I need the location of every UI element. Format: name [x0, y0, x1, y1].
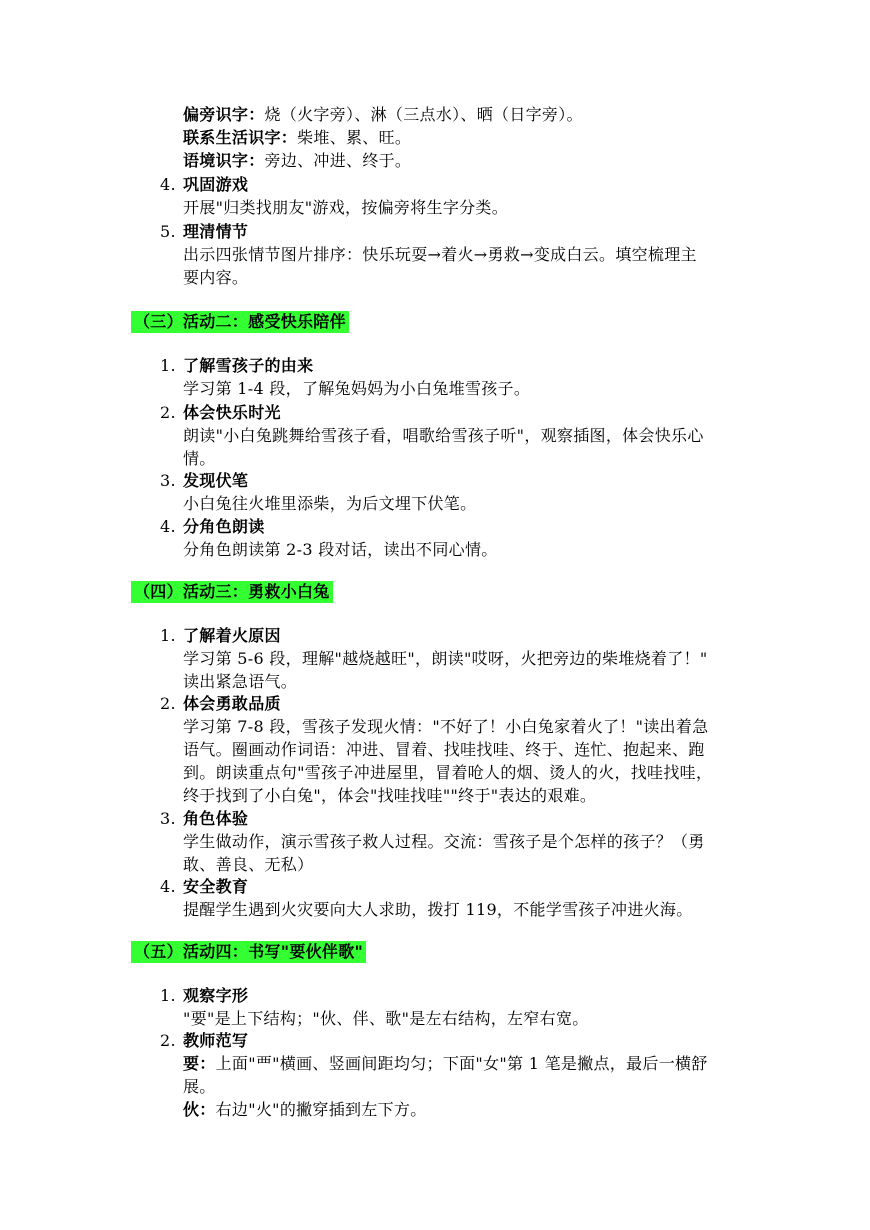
list-item-title: 了解着火原因 — [183, 626, 281, 645]
list-item-text: 开展"归类找朋友"游戏，按偏旁将生字分类。 — [183, 198, 509, 217]
list-item-text: 情。 — [183, 449, 216, 468]
list-number: 2. — [160, 694, 176, 713]
list-item-title: 了解雪孩子的由来 — [183, 356, 314, 375]
list-number: 2. — [160, 403, 176, 422]
life-literacy: 联系生活识字：柴堆、累、旺。 — [183, 128, 412, 147]
section-heading: （五）活动四：书写"要伙伴歌" — [131, 941, 366, 963]
huo-writing-note: 伙：右边"火"的撇穿插到左下方。 — [183, 1100, 427, 1119]
list-number: 1. — [160, 626, 176, 645]
list-item-text: 读出紧急语气。 — [183, 672, 298, 691]
list-item-text: 朗读"小白兔跳舞给雪孩子看，唱歌给雪孩子听"，观察插图，体会快乐心 — [183, 426, 704, 445]
partial-radical-literacy: 偏旁识字：烧（火字旁）、淋（三点水）、晒（日字旁）。 — [183, 105, 583, 124]
list-item-title: 巩固游戏 — [183, 175, 249, 194]
list-item-text: 学习第 1-4 段，了解兔妈妈为小白兔堆雪孩子。 — [183, 379, 531, 398]
list-item-title: 理清情节 — [183, 222, 249, 241]
list-item-text: 出示四张情节图片排序：快乐玩耍→着火→勇救→变成白云。填空梳理主 — [183, 245, 697, 264]
list-item-text: 学习第 7-8 段，雪孩子发现火情："不好了！小白兔家着火了！"读出着急 — [183, 717, 709, 736]
list-number: 1. — [160, 356, 176, 375]
list-number: 4. — [160, 877, 176, 896]
yao-writing-note: 要：上面"覀"横画、竖画间距均匀；下面"女"第 1 笔是撇点，最后一横舒 — [183, 1054, 708, 1073]
section-heading: （四）活动三：勇救小白兔 — [131, 581, 333, 603]
list-number: 3. — [160, 809, 176, 828]
list-item-text: 到。朗读重点句"雪孩子冲进屋里，冒着呛人的烟、烫人的火，找哇找哇， — [183, 763, 713, 782]
list-item-text: 敢、善良、无私） — [183, 855, 314, 874]
list-item-title: 观察字形 — [183, 986, 249, 1005]
list-item-text: 提醒学生遇到火灾要向大人求助，拨打 119，不能学雪孩子冲进火海。 — [183, 900, 693, 919]
list-item-title: 体会勇敢品质 — [183, 694, 281, 713]
list-item-text: "要"是上下结构；"伙、伴、歌"是左右结构，左窄右宽。 — [183, 1009, 589, 1028]
list-item-title: 教师范写 — [183, 1031, 249, 1050]
list-item-text: 小白兔往火堆里添柴，为后文埋下伏笔。 — [183, 494, 477, 513]
list-number: 2. — [160, 1031, 176, 1050]
list-item-title: 分角色朗读 — [183, 517, 265, 536]
list-item-text: 展。 — [183, 1077, 216, 1096]
list-number: 1. — [160, 986, 176, 1005]
context-literacy: 语境识字：旁边、冲进、终于。 — [183, 151, 412, 170]
section-heading: （三）活动二：感受快乐陪伴 — [131, 311, 349, 333]
list-number: 3. — [160, 471, 176, 490]
list-item-text: 终于找到了小白兔"，体会"找哇找哇""终于"表达的艰难。 — [183, 786, 597, 805]
list-number: 5. — [160, 222, 176, 241]
list-item-text: 学生做动作，演示雪孩子救人过程。交流：雪孩子是个怎样的孩子？（勇 — [183, 832, 705, 851]
list-number: 4. — [160, 517, 176, 536]
list-item-title: 体会快乐时光 — [183, 403, 281, 422]
list-item-title: 角色体验 — [183, 809, 249, 828]
list-item-text: 语气。圈画动作词语：冲进、冒着、找哇找哇、终于、连忙、抱起来、跑 — [183, 740, 705, 759]
list-item-text: 要内容。 — [183, 268, 249, 287]
list-item-text: 分角色朗读第 2-3 段对话，读出不同心情。 — [183, 540, 498, 559]
list-item-title: 发现伏笔 — [183, 471, 249, 490]
list-item-text: 学习第 5-6 段，理解"越烧越旺"，朗读"哎呀，火把旁边的柴堆烧着了！" — [183, 649, 708, 668]
list-item-title: 安全教育 — [183, 877, 249, 896]
list-number: 4. — [160, 175, 176, 194]
